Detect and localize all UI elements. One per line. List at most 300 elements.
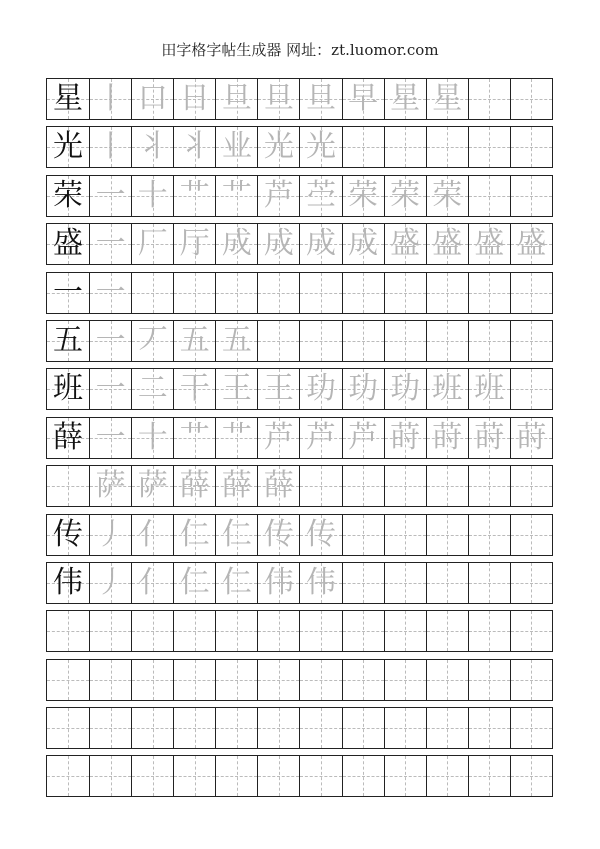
stroke-trace bbox=[258, 611, 299, 651]
stroke-trace bbox=[132, 660, 173, 700]
practice-row bbox=[46, 223, 553, 265]
tracing-cell bbox=[299, 79, 341, 119]
stroke-trace bbox=[427, 515, 468, 555]
model-character-cell bbox=[47, 127, 89, 167]
stroke-trace: 艹 bbox=[221, 177, 252, 213]
stroke-trace: 莳 bbox=[390, 419, 421, 455]
tracing-cell bbox=[173, 466, 215, 506]
stroke-trace bbox=[427, 756, 468, 796]
tracing-cell bbox=[299, 515, 341, 555]
stroke-trace bbox=[427, 563, 468, 603]
stroke-trace bbox=[258, 756, 299, 796]
stroke-trace: 盛 bbox=[432, 226, 463, 262]
stroke-trace bbox=[511, 176, 552, 216]
stroke-trace bbox=[511, 563, 552, 603]
tracing-cell bbox=[384, 563, 426, 603]
stroke-trace bbox=[90, 660, 131, 700]
stroke-trace bbox=[385, 563, 426, 603]
tracing-cell bbox=[215, 563, 257, 603]
tracing-cell bbox=[468, 515, 510, 555]
tracing-cell bbox=[215, 176, 257, 216]
tracing-cell bbox=[384, 127, 426, 167]
stroke-trace bbox=[343, 127, 384, 167]
stroke-trace: 盛 bbox=[516, 226, 547, 262]
tracing-cell bbox=[299, 611, 341, 651]
tracing-cell bbox=[384, 660, 426, 700]
stroke-trace bbox=[174, 708, 215, 748]
stroke-trace: 丬 bbox=[179, 129, 210, 165]
tracing-cell bbox=[510, 369, 552, 409]
stroke-trace: 仁 bbox=[221, 516, 252, 552]
model-character-cell bbox=[47, 660, 89, 700]
stroke-trace: 厅 bbox=[179, 226, 210, 262]
stroke-trace: 十 bbox=[137, 419, 168, 455]
stroke-trace bbox=[511, 708, 552, 748]
stroke-trace bbox=[132, 273, 173, 313]
tracing-cell bbox=[468, 756, 510, 796]
stroke-trace: 薛 bbox=[263, 468, 294, 504]
tracing-cell bbox=[426, 708, 468, 748]
stroke-trace: 一 bbox=[95, 419, 126, 455]
tracing-cell bbox=[89, 273, 131, 313]
stroke-trace bbox=[469, 708, 510, 748]
stroke-trace bbox=[469, 127, 510, 167]
model-character-cell bbox=[47, 369, 89, 409]
model-character-cell bbox=[47, 224, 89, 264]
tracing-cell bbox=[131, 127, 173, 167]
practice-row bbox=[46, 465, 553, 507]
stroke-trace bbox=[385, 321, 426, 361]
tracing-cell bbox=[215, 515, 257, 555]
stroke-trace: 莳 bbox=[474, 419, 505, 455]
tracing-cell bbox=[215, 127, 257, 167]
model-character-cell bbox=[47, 708, 89, 748]
stroke-trace: 芦 bbox=[348, 419, 379, 455]
practice-row bbox=[46, 610, 553, 652]
tracing-cell bbox=[257, 756, 299, 796]
tracing-cell bbox=[173, 224, 215, 264]
stroke-trace: 早 bbox=[348, 81, 379, 116]
tracing-cell bbox=[215, 224, 257, 264]
tracing-cell bbox=[384, 79, 426, 119]
stroke-trace bbox=[258, 273, 299, 313]
model-character: 盛 bbox=[53, 226, 84, 262]
tracing-cell bbox=[215, 611, 257, 651]
model-character-cell bbox=[47, 418, 89, 458]
stroke-trace: 仁 bbox=[221, 564, 252, 600]
stroke-trace: 厂 bbox=[137, 226, 168, 262]
tracing-cell bbox=[89, 127, 131, 167]
tracing-cell bbox=[510, 176, 552, 216]
tracing-cell bbox=[89, 321, 131, 361]
stroke-trace bbox=[511, 273, 552, 313]
tracing-cell bbox=[173, 563, 215, 603]
stroke-trace: 亻 bbox=[137, 564, 168, 600]
tracing-cell bbox=[342, 273, 384, 313]
stroke-trace: 成 bbox=[306, 226, 336, 262]
stroke-trace: 伟 bbox=[263, 564, 294, 600]
tracing-cell bbox=[131, 224, 173, 264]
stroke-trace: 一 bbox=[95, 371, 126, 407]
tracing-cell bbox=[173, 369, 215, 409]
stroke-trace bbox=[427, 273, 468, 313]
stroke-trace: 一 bbox=[95, 274, 126, 310]
stroke-trace bbox=[258, 708, 299, 748]
practice-row bbox=[46, 320, 553, 362]
stroke-trace bbox=[300, 466, 341, 506]
tracing-cell bbox=[173, 515, 215, 555]
stroke-trace: 玏 bbox=[348, 371, 379, 407]
practice-row bbox=[46, 417, 553, 459]
stroke-trace bbox=[469, 176, 510, 216]
stroke-trace: 成 bbox=[263, 226, 294, 262]
tracing-cell bbox=[89, 611, 131, 651]
tracing-cell bbox=[257, 563, 299, 603]
tracing-cell bbox=[299, 127, 341, 167]
tracing-cell bbox=[426, 660, 468, 700]
tracing-cell bbox=[131, 273, 173, 313]
stroke-trace bbox=[469, 756, 510, 796]
tracing-cell bbox=[468, 611, 510, 651]
stroke-trace: 成 bbox=[221, 226, 252, 262]
stroke-trace bbox=[300, 611, 341, 651]
stroke-trace bbox=[469, 563, 510, 603]
tracing-cell bbox=[426, 611, 468, 651]
stroke-trace bbox=[427, 466, 468, 506]
stroke-trace: 传 bbox=[306, 516, 336, 552]
tracing-cell bbox=[342, 660, 384, 700]
tracing-cell bbox=[89, 466, 131, 506]
tracing-cell bbox=[257, 660, 299, 700]
stroke-trace: 薛 bbox=[179, 468, 210, 504]
tracing-cell bbox=[426, 369, 468, 409]
stroke-trace bbox=[511, 321, 552, 361]
tracing-cell bbox=[342, 563, 384, 603]
tracing-cell bbox=[299, 660, 341, 700]
stroke-trace bbox=[216, 273, 257, 313]
stroke-trace bbox=[511, 369, 552, 409]
stroke-trace bbox=[343, 563, 384, 603]
tracing-cell bbox=[173, 708, 215, 748]
tracing-cell bbox=[426, 756, 468, 796]
model-character-cell bbox=[47, 79, 89, 119]
stroke-trace bbox=[132, 708, 173, 748]
stroke-trace: 芦 bbox=[263, 419, 294, 455]
tracing-cell bbox=[131, 515, 173, 555]
stroke-trace: 荣 bbox=[348, 177, 379, 213]
tracing-cell bbox=[257, 176, 299, 216]
model-character-cell bbox=[47, 563, 89, 603]
tracing-cell bbox=[468, 127, 510, 167]
stroke-trace bbox=[90, 708, 131, 748]
stroke-trace bbox=[300, 321, 341, 361]
stroke-trace: 成 bbox=[348, 226, 379, 262]
tracing-cell bbox=[299, 418, 341, 458]
tracing-cell bbox=[342, 127, 384, 167]
stroke-trace: 丬 bbox=[137, 129, 168, 165]
stroke-trace: 丆 bbox=[137, 322, 168, 358]
practice-row bbox=[46, 707, 553, 749]
tracing-cell bbox=[510, 418, 552, 458]
tracing-cell bbox=[426, 466, 468, 506]
tracing-cell bbox=[510, 756, 552, 796]
tracing-cell bbox=[173, 79, 215, 119]
stroke-trace bbox=[385, 756, 426, 796]
stroke-trace: 艹 bbox=[179, 177, 210, 213]
stroke-trace bbox=[385, 273, 426, 313]
tracing-cell bbox=[257, 224, 299, 264]
tracing-cell bbox=[257, 127, 299, 167]
tracing-cell bbox=[342, 176, 384, 216]
stroke-trace bbox=[385, 660, 426, 700]
stroke-trace bbox=[385, 708, 426, 748]
tracing-cell bbox=[257, 418, 299, 458]
tracing-cell bbox=[384, 176, 426, 216]
stroke-trace bbox=[511, 660, 552, 700]
stroke-trace bbox=[216, 611, 257, 651]
tracing-cell bbox=[342, 321, 384, 361]
tracing-cell bbox=[468, 466, 510, 506]
model-character bbox=[47, 611, 89, 651]
stroke-trace bbox=[216, 708, 257, 748]
practice-row bbox=[46, 659, 553, 701]
tracing-cell bbox=[342, 224, 384, 264]
model-character-cell bbox=[47, 611, 89, 651]
stroke-trace: 苎 bbox=[306, 177, 336, 213]
tracing-cell bbox=[342, 708, 384, 748]
tracing-cell bbox=[510, 660, 552, 700]
tracing-cell bbox=[510, 563, 552, 603]
tracing-cell bbox=[173, 127, 215, 167]
stroke-trace bbox=[132, 756, 173, 796]
stroke-trace: 萨 bbox=[95, 468, 126, 504]
tracing-cell bbox=[384, 369, 426, 409]
tracing-cell bbox=[89, 224, 131, 264]
stroke-trace bbox=[174, 756, 215, 796]
model-character: 五 bbox=[53, 322, 84, 358]
stroke-trace: 干 bbox=[179, 371, 210, 407]
tracing-cell bbox=[384, 466, 426, 506]
tracing-cell bbox=[173, 660, 215, 700]
tracing-cell bbox=[468, 369, 510, 409]
stroke-trace: 仁 bbox=[179, 564, 210, 600]
tracing-cell bbox=[468, 708, 510, 748]
stroke-trace bbox=[216, 756, 257, 796]
stroke-trace bbox=[132, 611, 173, 651]
stroke-trace bbox=[427, 660, 468, 700]
tracing-cell bbox=[257, 611, 299, 651]
tracing-cell bbox=[131, 611, 173, 651]
stroke-trace: 旦 bbox=[263, 81, 294, 116]
stroke-trace: 仁 bbox=[179, 516, 210, 552]
tracing-cell bbox=[89, 660, 131, 700]
tracing-cell bbox=[89, 756, 131, 796]
tracing-cell bbox=[131, 660, 173, 700]
tracing-cell bbox=[468, 273, 510, 313]
stroke-trace: 玏 bbox=[306, 371, 336, 407]
practice-row bbox=[46, 78, 553, 120]
tracing-cell bbox=[299, 466, 341, 506]
tracing-cell bbox=[342, 369, 384, 409]
stroke-trace bbox=[469, 321, 510, 361]
stroke-trace bbox=[174, 611, 215, 651]
tracing-cell bbox=[89, 176, 131, 216]
tracing-cell bbox=[384, 418, 426, 458]
stroke-trace bbox=[427, 708, 468, 748]
stroke-trace: 星 bbox=[390, 81, 421, 116]
stroke-trace: 荣 bbox=[390, 177, 421, 213]
tracing-cell bbox=[426, 176, 468, 216]
tracing-cell bbox=[426, 127, 468, 167]
stroke-trace bbox=[427, 321, 468, 361]
tracing-cell bbox=[131, 418, 173, 458]
stroke-trace: 萨 bbox=[137, 468, 168, 504]
stroke-trace bbox=[343, 273, 384, 313]
tracing-cell bbox=[510, 708, 552, 748]
tracing-cell bbox=[89, 369, 131, 409]
stroke-trace bbox=[469, 660, 510, 700]
tracing-cell bbox=[384, 321, 426, 361]
practice-row bbox=[46, 368, 553, 410]
tracing-cell bbox=[215, 660, 257, 700]
stroke-trace: 一 bbox=[95, 322, 126, 358]
model-character-cell bbox=[47, 273, 89, 313]
model-character bbox=[47, 756, 89, 796]
stroke-trace: 日 bbox=[179, 81, 210, 116]
tracing-cell bbox=[299, 224, 341, 264]
stroke-trace: 光 bbox=[306, 129, 336, 165]
stroke-trace: 芦 bbox=[306, 419, 336, 455]
tracing-cell bbox=[257, 321, 299, 361]
tracing-cell bbox=[173, 176, 215, 216]
stroke-trace bbox=[174, 273, 215, 313]
tracing-cell bbox=[510, 127, 552, 167]
stroke-trace bbox=[343, 321, 384, 361]
stroke-trace: 业 bbox=[221, 129, 252, 165]
tracing-cell bbox=[510, 224, 552, 264]
stroke-trace bbox=[300, 708, 341, 748]
model-character: 一 bbox=[53, 274, 84, 310]
stroke-trace bbox=[300, 756, 341, 796]
tracing-cell bbox=[173, 273, 215, 313]
stroke-trace bbox=[511, 466, 552, 506]
model-character: 班 bbox=[53, 371, 84, 407]
stroke-trace: 亻 bbox=[137, 516, 168, 552]
model-character-cell bbox=[47, 321, 89, 361]
stroke-trace bbox=[469, 515, 510, 555]
page-title: 田字格字帖生成器 网址：zt.luomor.com bbox=[161, 41, 439, 59]
stroke-trace bbox=[385, 127, 426, 167]
tracing-cell bbox=[89, 708, 131, 748]
tracing-cell bbox=[510, 515, 552, 555]
practice-row bbox=[46, 175, 553, 217]
tracing-cell bbox=[299, 273, 341, 313]
stroke-trace: 莳 bbox=[516, 419, 547, 455]
stroke-trace: 盛 bbox=[390, 226, 421, 262]
model-character: 传 bbox=[53, 516, 84, 552]
tracing-cell bbox=[89, 563, 131, 603]
stroke-trace bbox=[90, 756, 131, 796]
tracing-cell bbox=[342, 418, 384, 458]
stroke-trace bbox=[385, 611, 426, 651]
stroke-trace: 莳 bbox=[432, 419, 463, 455]
tracing-cell bbox=[215, 466, 257, 506]
stroke-trace: 伟 bbox=[306, 564, 336, 600]
model-character-cell bbox=[47, 176, 89, 216]
stroke-trace bbox=[469, 466, 510, 506]
stroke-trace bbox=[343, 466, 384, 506]
stroke-trace bbox=[343, 660, 384, 700]
tracing-cell bbox=[131, 466, 173, 506]
tracing-cell bbox=[468, 224, 510, 264]
tracing-cell bbox=[468, 176, 510, 216]
stroke-trace bbox=[511, 756, 552, 796]
tracing-cell bbox=[173, 418, 215, 458]
model-character bbox=[47, 466, 89, 506]
tracing-cell bbox=[89, 418, 131, 458]
stroke-trace: 班 bbox=[432, 371, 463, 407]
tracing-cell bbox=[426, 418, 468, 458]
tracing-cell bbox=[257, 466, 299, 506]
stroke-trace: 王 bbox=[263, 371, 294, 407]
model-character: 伟 bbox=[53, 564, 84, 600]
tracing-cell bbox=[299, 321, 341, 361]
tracing-cell bbox=[510, 611, 552, 651]
tracing-cell bbox=[215, 708, 257, 748]
tracing-cell bbox=[215, 79, 257, 119]
stroke-trace: 盛 bbox=[474, 226, 505, 262]
tracing-cell bbox=[299, 369, 341, 409]
tracing-cell bbox=[299, 176, 341, 216]
tracing-cell bbox=[342, 515, 384, 555]
tracing-cell bbox=[131, 563, 173, 603]
stroke-trace bbox=[258, 321, 299, 361]
stroke-trace bbox=[469, 273, 510, 313]
stroke-trace: 传 bbox=[263, 516, 294, 552]
stroke-trace bbox=[427, 611, 468, 651]
stroke-trace bbox=[385, 515, 426, 555]
tracing-cell bbox=[257, 369, 299, 409]
tracing-cell bbox=[215, 321, 257, 361]
tracing-cell bbox=[257, 79, 299, 119]
practice-row bbox=[46, 514, 553, 556]
stroke-trace: 一 bbox=[95, 177, 126, 213]
model-character-cell bbox=[47, 515, 89, 555]
model-character bbox=[47, 708, 89, 748]
tracing-cell bbox=[215, 418, 257, 458]
practice-row bbox=[46, 755, 553, 797]
tracing-cell bbox=[131, 369, 173, 409]
tracing-cell bbox=[468, 660, 510, 700]
practice-row bbox=[46, 126, 553, 168]
model-character-cell bbox=[47, 756, 89, 796]
stroke-trace bbox=[343, 611, 384, 651]
stroke-trace bbox=[300, 273, 341, 313]
stroke-trace bbox=[469, 79, 510, 119]
tracing-cell bbox=[426, 515, 468, 555]
model-character: 光 bbox=[53, 129, 84, 165]
tracing-cell bbox=[299, 756, 341, 796]
tracing-cell bbox=[299, 708, 341, 748]
tracing-cell bbox=[131, 708, 173, 748]
stroke-trace bbox=[469, 611, 510, 651]
stroke-trace: 丨 bbox=[95, 129, 126, 165]
tracing-cell bbox=[173, 321, 215, 361]
stroke-trace bbox=[385, 466, 426, 506]
tracing-cell bbox=[215, 273, 257, 313]
tracing-cell bbox=[510, 273, 552, 313]
tracing-cell bbox=[342, 79, 384, 119]
